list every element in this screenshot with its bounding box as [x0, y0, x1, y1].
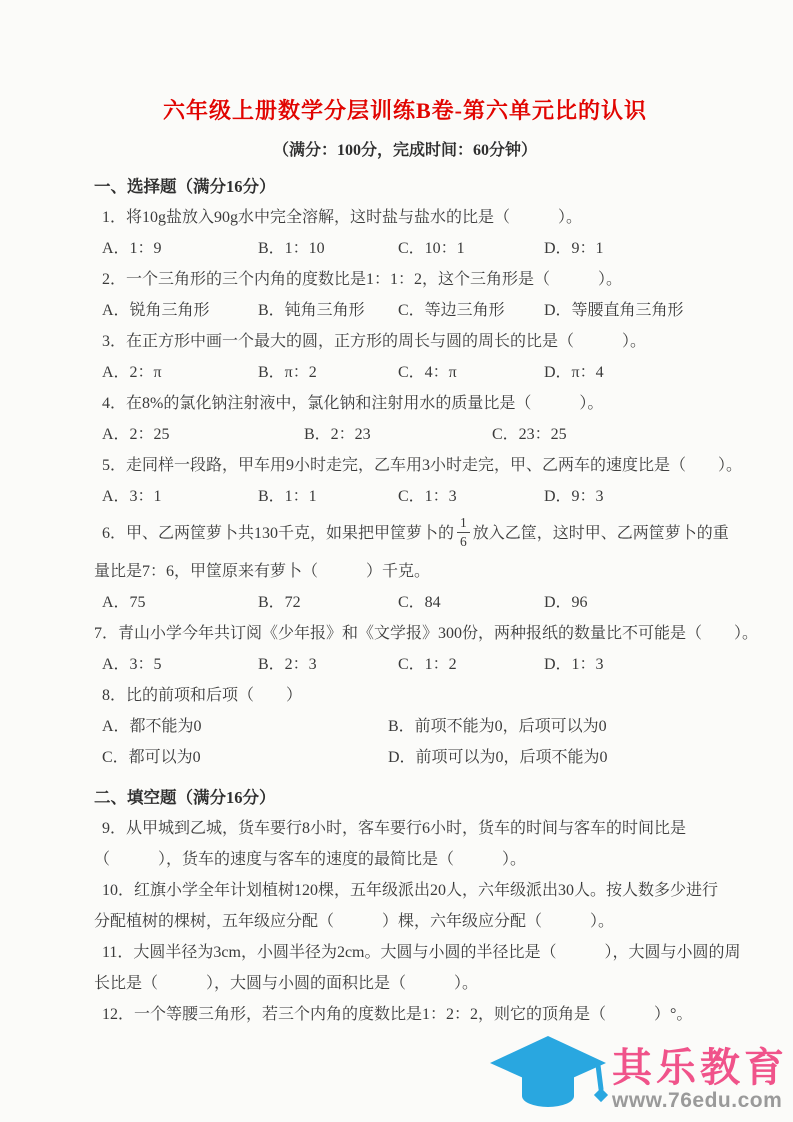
fraction-numerator: 1 [457, 515, 470, 533]
question-6-options [94, 587, 716, 618]
option-a: A．1：9 [102, 240, 162, 257]
option-c: C．84 [398, 594, 441, 611]
option-b: B．π：2 [258, 364, 317, 381]
option-a: A．3：5 [102, 656, 162, 673]
question-9-line1: 9．从甲城到乙城，货车要行8小时，客车要行6小时，货车的时间与客车的时间比是 [102, 820, 687, 837]
question-12-text: 12．一个等腰三角形，若三个内角的度数比是1：2：2，则它的顶角是（ ）°。 [102, 1006, 693, 1023]
doc-title: 六年级上册数学分层训练B卷-第六单元比的认识 [162, 98, 647, 123]
question-1-options [94, 233, 716, 264]
question-5-options [94, 481, 716, 512]
option-c: C．23：25 [492, 426, 567, 443]
brand-logo [486, 1034, 788, 1114]
option-d: D．前项可以为0，后项不能为0 [388, 749, 608, 766]
option-a: A．75 [102, 594, 146, 611]
question-10-line2: 分配植树的棵树，五年级应分配（ ）棵，六年级应分配（ ）。 [94, 913, 615, 930]
option-d: D．9：1 [544, 240, 604, 257]
question-6-line1 [94, 512, 729, 556]
option-d: D．96 [544, 594, 588, 611]
option-c: C．10：1 [398, 240, 465, 257]
question-3-options [94, 357, 716, 388]
section-2-heading: 二、填空题（满分16分） [94, 788, 276, 807]
brand-text-block [612, 1047, 788, 1114]
question-8-options-row2 [94, 742, 716, 773]
option-a: A．2：π [102, 364, 162, 381]
question-5-text: 5．走同样一段路，甲车用9小时走完，乙车用3小时走完，甲、乙两车的速度比是（ ）。 [102, 457, 743, 474]
brand-name: 其乐教育 [612, 1045, 788, 1090]
option-d: D．π：4 [544, 364, 604, 381]
question-2-text: 2．一个三角形的三个内角的度数比是1：1：2，这个三角形是（ ）。 [102, 271, 623, 288]
option-c: C．4：π [398, 364, 457, 381]
question-2-options [94, 295, 716, 326]
option-c: C．1：2 [398, 656, 457, 673]
question-7-options [94, 649, 716, 680]
question-6-line2: 量比是7：6，甲筐原来有萝卜（ ）千克。 [94, 563, 431, 580]
question-9-line2: （ ），货车的速度与客车的速度的最简比是（ ）。 [94, 851, 527, 868]
option-b: B．2：23 [304, 426, 371, 443]
option-d: D．9：3 [544, 488, 604, 505]
option-c: C．等边三角形 [398, 302, 505, 319]
section-1-heading: 一、选择题（满分16分） [94, 177, 276, 196]
fraction-one-sixth [457, 515, 470, 549]
question-6-post: 放入乙筐，这时甲、乙两筐萝卜的重 [472, 525, 729, 542]
option-a: A．3：1 [102, 488, 162, 505]
question-7-text: 7．青山小学今年共订阅《少年报》和《文学报》300份，两种报纸的数量比不可能是（ ）。 [94, 625, 759, 642]
question-3-text: 3．在正方形中画一个最大的圆，正方形的周长与圆的周长的比是（ ）。 [102, 333, 647, 350]
question-8-text: 8．比的前项和后项（ ） [102, 687, 303, 704]
question-11-line1: 11．大圆半径为3cm，小圆半径为2cm。大圆与小圆的半径比是（ ），大圆与小圆的周 [102, 944, 741, 961]
fraction-denominator: 6 [460, 533, 467, 549]
brand-url: www.76edu.com [612, 1088, 783, 1112]
option-d: D．1：3 [544, 656, 604, 673]
question-8-options-row1 [94, 711, 716, 742]
question-11-line2: 长比是（ ），大圆与小圆的面积比是（ ）。 [94, 975, 479, 992]
option-a: A．锐角三角形 [102, 302, 210, 319]
graduation-cap-icon [486, 1034, 610, 1114]
option-c: C．1：3 [398, 488, 457, 505]
option-b: B．1：10 [258, 240, 325, 257]
question-4-options [94, 419, 716, 450]
option-d: D．等腰直角三角形 [544, 302, 684, 319]
question-6-pre: 6．甲、乙两筐萝卜共130千克，如果把甲筐萝卜的 [102, 525, 455, 542]
option-b: B．72 [258, 594, 301, 611]
question-4-text: 4．在8%的氯化钠注射液中，氯化钠和注射用水的质量比是（ ）。 [102, 395, 604, 412]
document-body [94, 96, 759, 1030]
option-b: B．2：3 [258, 656, 317, 673]
option-a: A．都不能为0 [102, 718, 202, 735]
option-a: A．2：25 [102, 426, 170, 443]
option-b: B．钝角三角形 [258, 302, 365, 319]
question-10-line1: 10．红旗小学全年计划植树120棵，五年级派出20人，六年级派出30人。按人数多少进行 [102, 882, 719, 899]
question-1-text: 1．将10g盐放入90g水中完全溶解，这时盐与盐水的比是（ ）。 [102, 209, 583, 226]
option-c: C．都可以为0 [102, 749, 201, 766]
exam-info: （满分：100分，完成时间：60分钟） [272, 142, 537, 159]
option-b: B．前项不能为0，后项可以为0 [388, 718, 607, 735]
option-b: B．1：1 [258, 488, 317, 505]
